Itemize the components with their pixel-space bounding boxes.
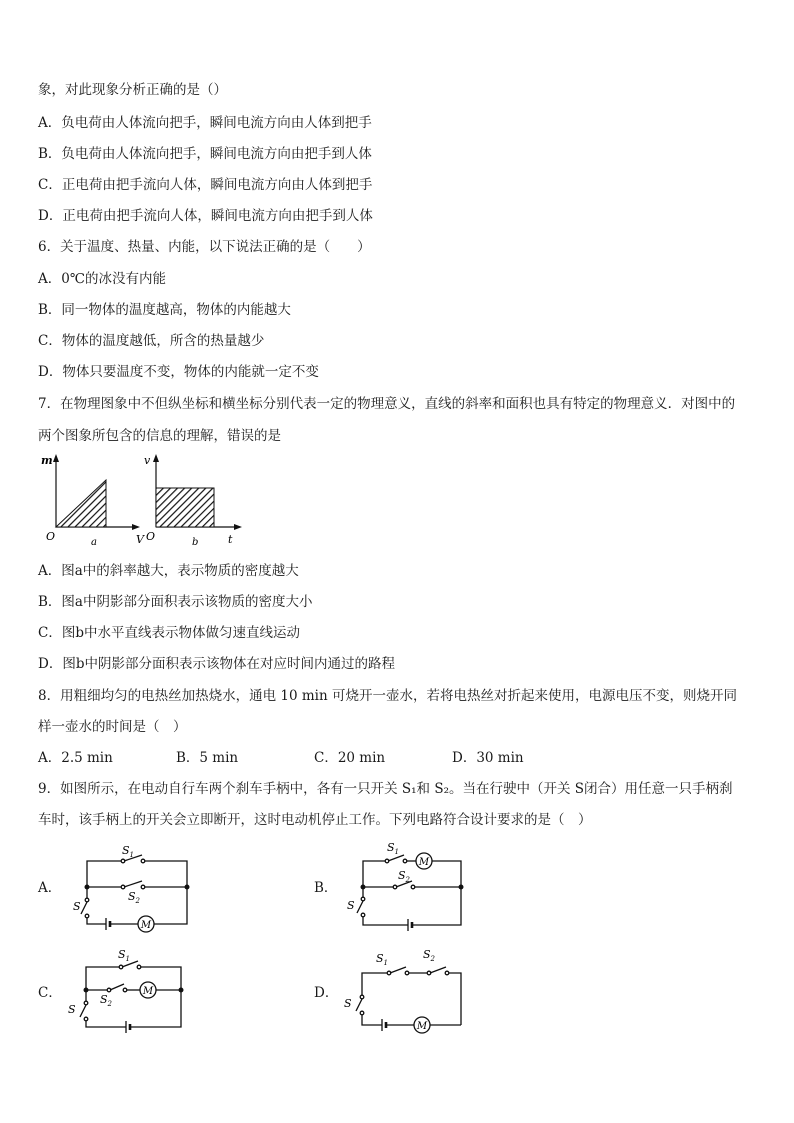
q5-option-c: C．正电荷由把手流向人体，瞬间电流方向由人体到把手 [38,177,373,193]
q7-option-a: A．图a中的斜率越大，表示物质的密度越大 [38,563,299,579]
q6-option-c: C．物体的温度越低，所含的热量越少 [38,333,265,349]
circuit-c-s2-label: $S_2$ [100,993,113,1008]
graph-a-shaded-area [56,480,106,527]
circuit-c-motor-label: M [142,986,154,997]
q7-option-d: D．图b中阴影部分面积表示该物体在对应时间内通过的路程 [38,656,395,672]
circuit-d-motor-label: M [416,1021,428,1032]
graph-b-shaded-area [156,488,214,527]
graph-b-caption: b [192,537,199,548]
circuit-c [60,945,210,1040]
q8-option-b: B．5 min [176,750,239,766]
circuit-a-motor-label: M [140,920,152,931]
q9-option-a-letter: A． [38,880,62,896]
circuit-b-s1-label: $S_1$ [387,841,400,856]
circuit-a-s-label: S [73,900,81,913]
q8-option-c: C．20 min [314,750,386,766]
q8-stem-line1: 8．用粗细均匀的电热丝加热烧水，通电 10 min 可烧开一壶水，若将电热丝对折起来使用，电源电压不变，则烧开同 [38,688,737,704]
circuit-b [336,837,486,932]
graph-a-y-label: m [41,454,53,467]
q9-stem-line1: 9．如图所示，在电动自行车两个刹车手柄中，各有一只开关 S₁和 S₂。当在行驶中（开关 S闭合）用任意一只手柄刹 [38,781,733,797]
q9-stem-line2: 车时，该手柄上的开关会立即断开，这时电动机停止工作。下列电路符合设计要求的是（ ） [38,812,592,828]
circuit-d [336,945,486,1040]
graph-b-origin: O [146,530,156,543]
circuit-b-motor-label: M [418,857,430,868]
q5-stem: 象，对此现象分析正确的是（） [38,82,227,98]
graph-a-x-label: V [136,533,144,546]
graph-b-y-label: v [144,454,151,467]
graph-b-x-label: t [228,533,233,546]
graph-a [41,454,145,548]
q5-option-d: D．正电荷由把手流向人体，瞬间电流方向由把手到人体 [38,208,373,224]
q7-graphs [36,452,266,547]
circuit-d-s1-label: $S_1$ [376,952,389,967]
q7-option-b: B．图a中阴影部分面积表示该物质的密度大小 [38,594,313,610]
q8-stem-line2: 样一壶水的时间是（ ） [38,719,187,735]
circuit-c-s1-label: $S_1$ [118,948,131,963]
q6-option-d: D．物体只要温度不变，物体的内能就一定不变 [38,364,319,380]
q7-option-c: C．图b中水平直线表示物体做匀速直线运动 [38,625,300,641]
q6-option-b: B．同一物体的温度越高，物体的内能越大 [38,302,291,318]
circuit-d-s-label: S [344,997,352,1010]
circuit-a-s1-label: $S_1$ [122,844,135,859]
circuit-a-s2-label: $S_2$ [128,890,141,905]
circuit-d-s2-label: $S_2$ [423,948,436,963]
q9-option-b-letter: B． [314,880,338,896]
circuit-a [60,840,210,935]
graph-b [144,454,242,548]
graph-a-origin: O [46,530,56,543]
q7-stem-line1: 7．在物理图象中不但纵坐标和横坐标分别代表一定的物理意义，直线的斜率和面积也具有特定的物理意义．对图中的 [38,396,736,412]
q9-option-d-letter: D． [314,985,339,1001]
circuit-b-s2-label: $S_2$ [398,869,411,884]
q5-option-a: A．负电荷由人体流向把手，瞬间电流方向由人体到把手 [38,115,372,131]
q6-stem: 6．关于温度、热量、内能，以下说法正确的是（ ） [38,239,371,255]
q7-stem-line2: 两个图象所包含的信息的理解，错误的是 [38,428,281,444]
q8-option-a: A．2.5 min [38,750,113,766]
circuit-c-s-label: S [68,1003,76,1016]
graph-a-caption: a [91,537,97,548]
circuit-b-s-label: S [347,899,355,912]
q5-option-b: B．负电荷由人体流向把手，瞬间电流方向由把手到人体 [38,146,372,162]
q6-option-a: A．0℃的冰没有内能 [38,271,166,287]
q8-option-d: D．30 min [452,750,524,766]
q9-option-c-letter: C． [38,985,62,1001]
